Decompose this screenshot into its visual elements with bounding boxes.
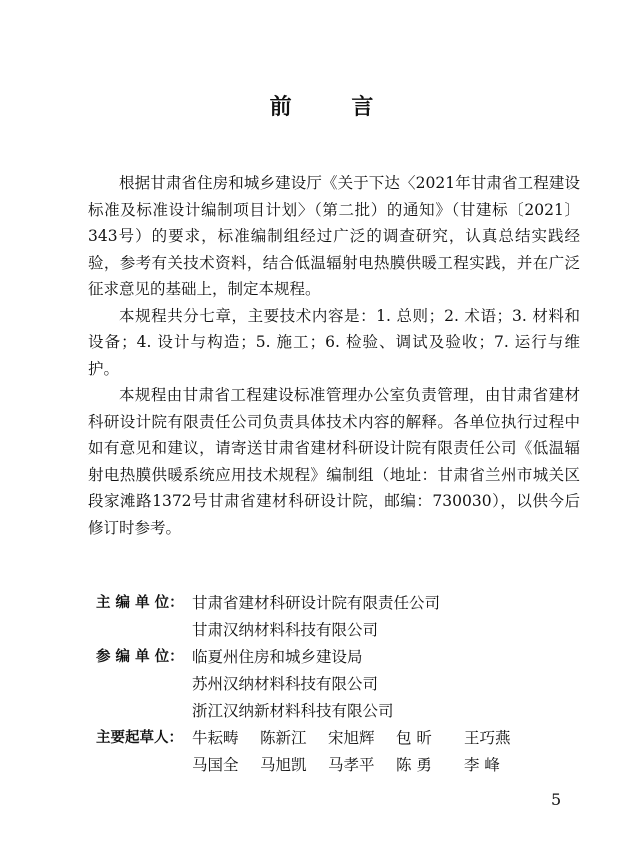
participant-units-label: 参 编 单 位： [96,649,184,665]
chief-units-row [96,590,576,644]
drafter-name: 牛耘畴 [192,729,239,747]
drafter-name: 宋旭辉 [328,729,375,747]
chief-units-label: 主 编 单 位： [96,595,184,611]
page-title: 前 言 [269,95,400,120]
participant-units-row [96,644,576,725]
page-number: 5 [551,790,562,809]
paragraph-management: 本规程由甘肃省工程建设标准管理办公室负责管理，由甘肃省建材科研设计院有限责任公司负责具体技术内容的解释。各单位执行过程中如有意见和建议，请寄送甘肃省建材科研设计院有限责任公司《低温辐射电热膜供暖系统应用技术规程》编制组（地址：甘肃省兰州市城关区段家滩路1372号甘肃省建材科研设计院，邮编：730030），以供今后修订时参考。 [88,386,580,537]
drafter-name: 陈 勇 [396,756,432,774]
credits-section [96,590,576,779]
drafter-name: 陈新江 [260,729,307,747]
paragraph-contents: 本规程共分七章，主要技术内容是：1. 总则；2. 术语；3. 材料和设备；4. 设计与构造；5. 施工；6. 检验、调试及验收；7. 运行与维护。 [88,306,580,378]
drafter-name: 马国全 [192,756,239,774]
drafter-name: 包 昕 [396,729,432,747]
chief-unit: 甘肃省建材科研设计院有限责任公司 [192,594,441,612]
drafters-row [96,725,576,779]
preface-body [88,170,580,541]
chief-unit: 甘肃汉纳材料科技有限公司 [192,621,379,639]
drafter-name: 李 峰 [464,756,500,774]
participant-unit: 浙江汉纳新材料科技有限公司 [192,702,394,720]
drafter-name: 马孝平 [328,756,375,774]
drafter-name: 王巧燕 [464,729,511,747]
participant-unit: 苏州汉纳材料科技有限公司 [192,675,379,693]
participant-unit: 临夏州住房和城乡建设局 [192,648,363,666]
drafters-list [192,725,576,779]
drafter-name: 马旭凯 [260,756,307,774]
drafters-label: 主要起草人： [96,730,183,746]
paragraph-basis: 根据甘肃省住房和城乡建设厅《关于下达〈2021年甘肃省工程建设标准及标准设计编制项目计划〉（第二批）的通知》（甘建标〔2021〕343号）的要求，标准编制组经过广泛的调查研究，认真总结实践经验，参考有关技术资料，结合低温辐射电热膜供暖工程实践，并在广泛征求意见的基础上，制定本规程。 [88,174,580,298]
